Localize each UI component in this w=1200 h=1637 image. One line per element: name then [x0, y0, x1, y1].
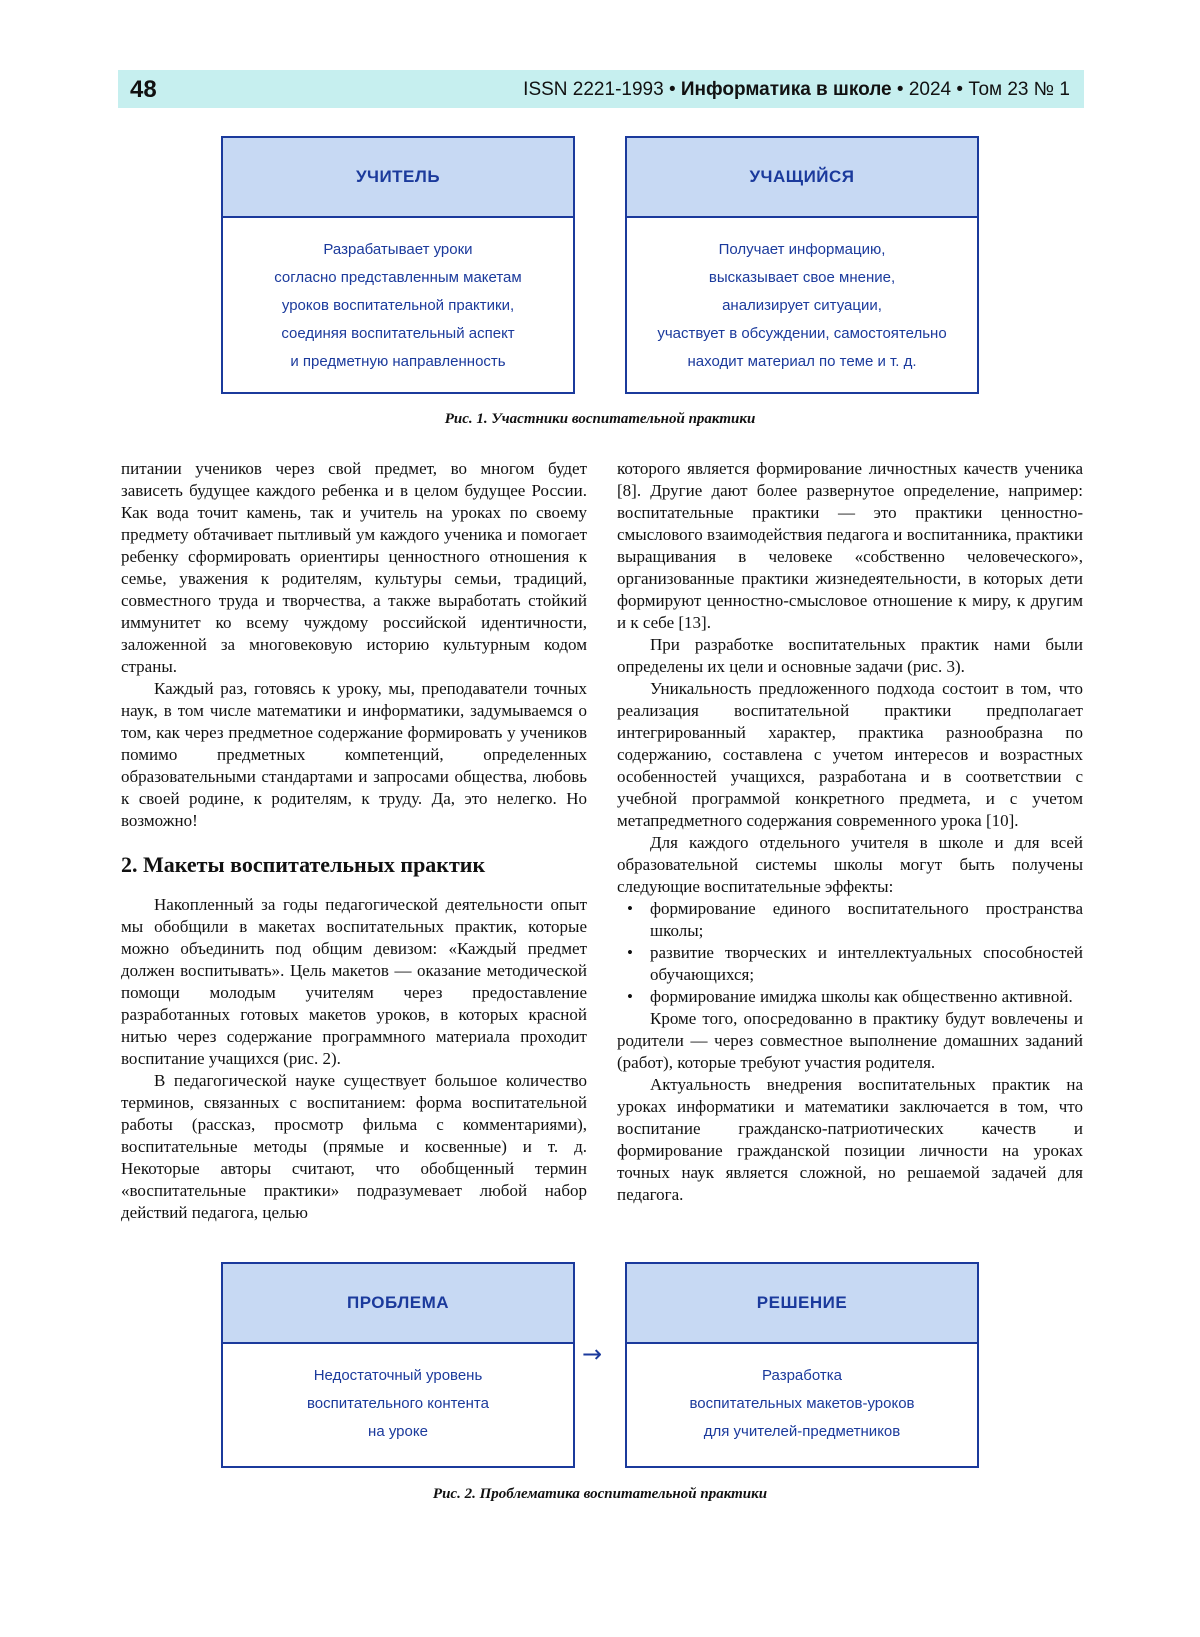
teacher-line: согласно представленным макетам [274, 269, 522, 286]
paragraph: Накопленный за годы педагогической деятельности опыт мы обобщили в макетах воспитательных практик, которые можно объединить под общим девизом: «Каждый предмет должен воспитывать». Цель макетов — оказание методической помощи молодым учителям через предоставление разработанных готовых макетов уроков, в которых красной нитью через содержание программного материала проходит воспитание учащихся (рис. 2). [121, 895, 587, 1068]
student-line: высказывает свое мнение, [708, 269, 896, 286]
paragraph: Уникальность предложенного подхода состоит в том, что реализация воспитательной практики предполагает интегрированный характер, практика разнообразна по содержанию, составлена с учетом интересов и возрастных особенностей учащихся, разработана и в соответствии с учебной программой конкретного предмета, и с учетом метапредметного содержания современного урока [10]. [617, 679, 1083, 830]
problem-box-body [223, 1344, 573, 1446]
solution-box-title: РЕШЕНИЕ [627, 1264, 977, 1344]
issue-info: • 2024 • Том 23 № 1 [891, 79, 1070, 100]
problem-line: воспитательного контента [307, 1395, 489, 1412]
problem-box-title: ПРОБЛЕМА [223, 1264, 573, 1344]
teacher-box-title: УЧИТЕЛЬ [223, 138, 573, 218]
problem-line: на уроке [368, 1423, 428, 1440]
journal-title: Информатика в школе [680, 79, 892, 100]
teacher-box-body [223, 218, 573, 376]
figure-1-caption: Рис. 1. Участники воспитательной практики [444, 411, 756, 427]
student-line: Получает информацию, [718, 241, 886, 258]
list-item: • формирование единого воспитательного пространства школы; [617, 898, 1083, 942]
running-header [118, 70, 1084, 108]
solution-box-body [627, 1344, 977, 1446]
paragraph: Для каждого отдельного учителя в школе и для всей образовательной системы школы могут быть получены следующие воспитательные эффекты: [617, 833, 1083, 896]
paragraph: В педагогической науке существует большое количество терминов, связанных с воспитанием: форма воспитательной работы (рассказ, просмотр фильма с комментариями), воспитательные методы (прямые и косвенные) и т. д. Некоторые авторы считают, что обобщенный термин «воспитательные практики» подразумевает любой набор действий педагога, целью [121, 1071, 587, 1222]
teacher-line: уроков воспитательной практики, [281, 297, 515, 314]
issn: ISSN 2221-1993 • [523, 79, 681, 100]
arrow-right-icon: → [582, 1340, 603, 1368]
paragraph: Каждый раз, готовясь к уроку, мы, преподаватели точных наук, в том числе математики и информатики, задумываемся о том, как через предметное содержание формировать у учеников помимо предметных компетенций, определенных образовательными стандартами и запросами общества, любовь к своей родине, к родителям, к труду. Да, это нелегко. Но возможно! [121, 679, 587, 830]
page-number: 48 [130, 76, 157, 103]
student-box-title: УЧАЩИЙСЯ [627, 138, 977, 218]
teacher-box [221, 136, 575, 394]
section-heading: 2. Макеты воспитательных практик [121, 852, 486, 877]
student-box-body [627, 218, 977, 376]
paragraph: которого является формирование личностных качеств ученика [8]. Другие дают более развернутое определение, например: воспитательные практики — это практики ценностно-смыслового взаимодействия педагога и воспитанника, практики выращивания в человеке «собственно человеческого», организованные практики жизнедеятельности, в которых дети формируют ценностно-смысловое отношение к миру, к другим и к себе [13]. [617, 459, 1083, 632]
left-column [121, 458, 587, 1224]
teacher-line: Разрабатывает уроки [323, 241, 473, 258]
list-item: • формирование имиджа школы как общественно активной. [617, 986, 1083, 1008]
paragraph: Кроме того, опосредованно в практику будут вовлечены и родители — через совместное выполнение домашних заданий (работ), которые требуют участия родителя. [617, 1009, 1083, 1072]
solution-line: Разработка [762, 1367, 842, 1384]
paragraph: питании учеников через свой предмет, во многом будет зависеть будущее каждого ребенка и в целом будущее России. Как вода точит камень, так и учитель на уроках по своему предмету обтачивает пытливый ум каждого ученика и помогает ребенку сформировать ориентиры ценностного отношения к семье, уважения к родителям, культуры семьи, традиций, совместного труда и творчества, а также выработать стойкий иммунитет ко всему чуждому российской идентичности, заложенной за многовековую историю культурным кодом страны. [121, 459, 587, 676]
problem-box [221, 1262, 575, 1468]
list-item: • развитие творческих и интеллектуальных способностей обучающихся; [617, 942, 1083, 986]
solution-box [625, 1262, 979, 1468]
student-line: находит материал по теме и т. д. [687, 353, 917, 370]
teacher-line: и предметную направленность [290, 353, 506, 370]
paragraph: Актуальность внедрения воспитательных практик на уроках информатики и математики заключается в том, что воспитание гражданско-патриотических качеств и формирование гражданской позиции личности на уроках точных наук является сложной, но решаемой задачей для педагога. [617, 1075, 1083, 1204]
journal-info [523, 79, 1070, 101]
figure-2-caption: Рис. 2. Проблематика воспитательной практики [432, 1486, 768, 1502]
teacher-line: соединяя воспитательный аспект [281, 325, 515, 342]
solution-line: воспитательных макетов-уроков [689, 1395, 915, 1412]
solution-line: для учителей-предметников [703, 1423, 901, 1440]
student-box [625, 136, 979, 394]
student-line: анализирует ситуации, [722, 297, 882, 314]
problem-line: Недостаточный уровень [313, 1367, 483, 1384]
effects-list [617, 898, 1083, 1008]
student-line: участвует в обсуждении, самостоятельно [657, 325, 947, 342]
paragraph: При разработке воспитательных практик нами были определены их цели и основные задачи (рис. 3). [617, 635, 1083, 676]
right-column [617, 458, 1083, 1206]
